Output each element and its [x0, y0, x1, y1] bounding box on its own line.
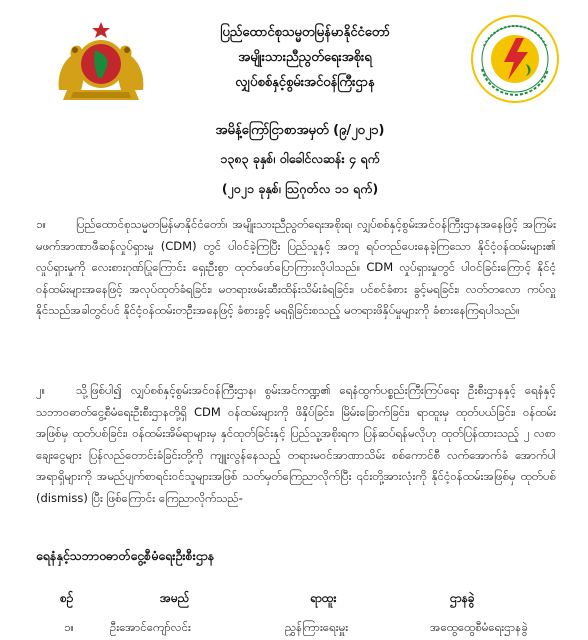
paragraph-text: သို့ဖြစ်ပါ၍ လျှပ်စစ်နှင့်စွမ်းအင်ဝန်ကြီးဌာန၊ စွမ်းအင်ကဏ္ဍ၏ ရေနံထွက်ပစ္စည်းကြီးကြပ်ရေး ဦးစီးဌာနနှင့် ရေနံနှင့်သဘာဝဓာတ်ငွေ့စီမံရေးဦးစီးဌာနတို့ရှိ CDM ဝန်ထမ်းများကို ဖိနှိပ်ခြင်း၊ မြိမ်းခြောက်ခြင်း၊ ရာထူးမှ ထုတ်ပယ်ခြင်း၊ ဝန်ထမ်းအဖြစ်မှ ထုတ်ပစ်ခြင်း၊ ဝန်ထမ်းအိမ်ရာများမှ နှင်ထုတ်ခြင်းနှင့် ပြည်သူ့အစိုးရက ပြန်ဆပ်ရန်မလိုဟု ထုတ်ပြန်ထားသည့် ၂ လစာ ချေးငွေများ ပြန်လည်တောင်းခံခြင်းတို့ကို ကျူးလွန်နေသည့် တရားမဝင်အာဏာသိမ်း စစ်ကောင်စီ လက်အောက်ခံ အောက်ပါအရာရှိများကို အမည်ပျက်စာရင်းဝင်သူများအဖြစ် သတ်မှတ်ကြေညာလိုက်ပြီး ၎င်းတို့အားလုံးကို နိုင်ငံ့ဝန်ထမ်းအဖြစ်မှ ထုတ်ပစ် (dismiss) ပြီး ဖြစ်ကြောင်း ကြေညာလိုက်သည်-	[36, 383, 556, 505]
row-division: အထွေထွေစီမံရေးဌာနခွဲ	[430, 620, 528, 634]
country-name: ပြည်ထောင်စုသမ္မတမြန်မာနိုင်ငံတော်	[220, 25, 390, 40]
paragraph-text: ပြည်ထောင်စုသမ္မတမြန်မာနိုင်ငံတော်၊ အမျိုးသားညီညွတ်ရေးအစိုးရ၊ လျှပ်စစ်နှင့်စွမ်းအင်ဝန်ကြီးဌာနအနေဖြင့် အကြမ်းမဖက်အာဏာဖီဆန်လှုပ်ရှားမှု (CDM) တွင် ပါဝင်ခဲ့ကြပြီး ပြည်သူနှင့် အတူ ရပ်တည်ပေးနေခဲ့ကြသော နိုင်ငံ့ဝန်ထမ်းများ၏ လှုပ်ရှားမှုကို လေးစားဂုဏ်ပြုကြောင်း ရှေးဦးစွာ ထုတ်ဖော်ပြောကြားလိုပါသည်။ CDM လှုပ်ရှားမှုတွင် ပါဝင်ခြင်းကြောင့် နိုင်ငံ့ဝန်ထမ်းများအနေဖြင့် အလုပ်ထုတ်ခံရခြင်း၊ မတရားဖမ်းဆီးထိန်းသိမ်းခံရခြင်း၊ ပင်စင်ခံစား ခွင့်မရခြင်း၊ လတ်တလော ကပ်လှူနိုင်သည်အခါတွင်ပင် နိုင်ငံ့ဝန်ထမ်းတဦးအနေဖြင့် ခံစားခွင့် မရရှိခြင်းစသည့် မတရားဖိနှိပ်မှုများကို ခံစားနေကြရပါသည်။	[36, 217, 556, 317]
ministry-name: လျှပ်စစ်နှင့်စွမ်းအင်ဝန်ကြီးဌာန	[235, 75, 375, 90]
announcement-heading	[120, 118, 480, 204]
paragraph-2	[36, 380, 556, 509]
paragraph-number: ၁။	[36, 217, 46, 231]
announcement-date-gregorian: (၂၀၂၁ ခုနှစ်၊ ဩဂုတ်လ ၁၁ ရက်)	[221, 181, 379, 196]
paragraph-1	[36, 214, 556, 322]
row-rank: ညွှန်ကြားရေးမှူး	[285, 620, 349, 634]
letterhead	[150, 20, 460, 95]
row-serial: ၁။	[64, 620, 74, 634]
government-name: အမျိုးသားညီညွတ်ရေးအစိုးရ	[238, 50, 372, 65]
column-header-serial: စဉ်	[60, 591, 74, 605]
paragraph-number: ၂။	[36, 383, 46, 397]
announcement-title: အမိန့်ကြော်ငြာစာအမှတ် (၉/၂၀၂၁)	[215, 123, 385, 138]
column-header-rank: ရာထူး	[310, 591, 337, 605]
state-seal-emblem	[53, 20, 149, 104]
ministry-logo	[470, 14, 560, 104]
column-header-name: အမည်	[160, 591, 190, 605]
column-header-division: ဌာနခွဲ	[450, 591, 475, 605]
row-name: ဦးအောင်ကျော်လင်း	[110, 620, 191, 634]
announcement-date-myanmar: ၁၃၈၃ ခုနှစ်၊ ဝါခေါင်လဆန်း ၄ ရက်	[220, 151, 380, 166]
department-heading: ရေနံနှင့်သဘာဝဓာတ်ငွေ့စီမံရေးဦးစီးဌာန	[36, 548, 215, 563]
